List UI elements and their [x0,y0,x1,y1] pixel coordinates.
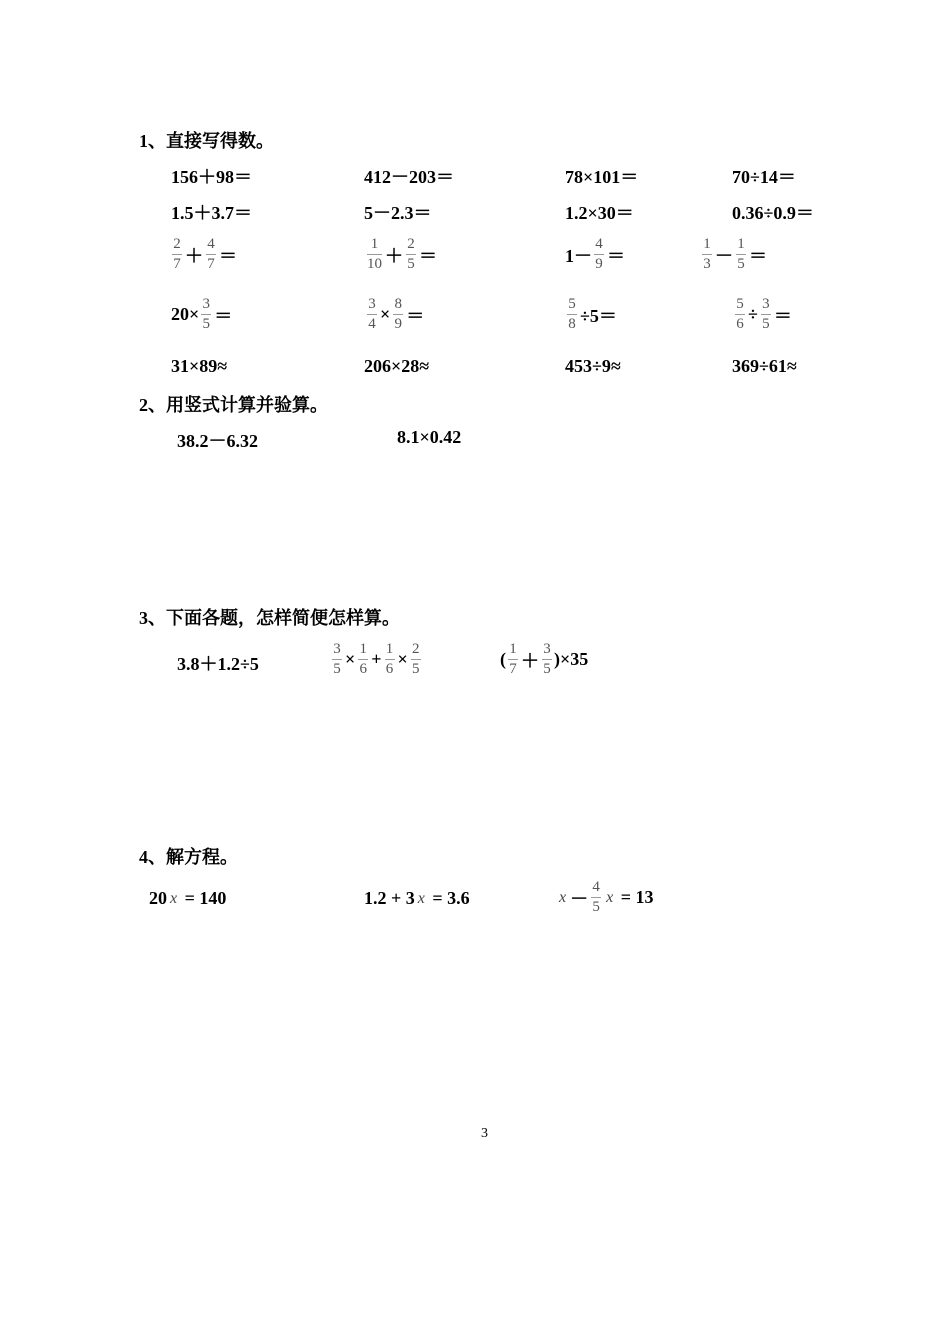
section-1-title: 1、直接写得数。 [139,131,274,151]
fraction: $\frac{5}{6}$ [736,296,744,332]
problem-2-1: 1.5＋3.7＝ [171,203,252,223]
problem-2-2: 5－2.3＝ [364,203,432,223]
problem-2-4: 0.36÷0.9＝ [732,203,814,223]
fraction: $\frac{1}{5}$ [737,236,745,272]
section-3-title: 3、下面各题，怎样简便怎样算。 [139,608,400,628]
fraction: $\frac{3}{5}$ [543,641,551,677]
problem-3-3: 1－ $\frac{4}{9}$ ＝ [565,236,625,272]
fraction: $\frac{5}{8}$ [568,296,576,332]
problem-5-2: 206×28≈ [364,356,430,376]
problem-4-3: $\frac{5}{8}$ ÷5＝ [568,296,617,332]
problem-3-1: $\frac{2}{7}$ ＋ $\frac{4}{7}$ ＝ [173,236,237,272]
fraction: $\frac{3}{5}$ [762,296,770,332]
section-2-title: 2、用竖式计算并验算。 [139,395,328,415]
problem-1-1: 156＋98＝ [171,167,252,187]
problem-3-2: $\frac{1}{10}$ ＋ $\frac{2}{5}$ ＝ [367,236,437,272]
fraction: $\frac{2}{5}$ [407,236,415,272]
fraction: $\frac{3}{5}$ [333,641,341,677]
fraction: $\frac{1}{10}$ [367,236,382,272]
fraction: $\frac{1}{7}$ [509,641,517,677]
fraction: $\frac{2}{5}$ [412,641,420,677]
fraction: $\frac{8}{9}$ [394,296,403,332]
fraction: $\frac{3}{4}$ [368,296,376,332]
problem-4-2: $\frac{3}{4}$ × $\frac{8}{9}$ ＝ [368,296,425,332]
fraction: $\frac{1}{6}$ [385,641,394,677]
simplify-1: 3.8＋1.2÷5 [177,654,259,674]
fraction: $\frac{4}{9}$ [595,236,603,272]
fraction: $\frac{1}{3}$ [703,236,711,272]
section-4-title: 4、解方程。 [139,847,238,867]
fraction: $\frac{3}{5}$ [202,296,211,332]
equation-1: 20 x = 140 [149,888,227,908]
fraction: $\frac{4}{7}$ [207,236,215,272]
fraction: $\frac{2}{7}$ [173,236,181,272]
problem-3-4: $\frac{1}{3}$ － $\frac{1}{5}$ ＝ [703,236,767,272]
problem-5-3: 453÷9≈ [565,356,621,376]
fraction: $\frac{4}{5}$ [592,879,600,915]
simplify-2: $\frac{3}{5}$ × $\frac{1}{6}$ + $\frac{1}{6}$ × $\frac{2}{5}$ [333,641,420,677]
equation-2: 1.2 + 3 x = 3.6 [364,888,470,908]
simplify-3: ( $\frac{1}{7}$ ＋ $\frac{3}{5}$ )×35 [500,641,589,677]
problem-1-3: 78×101＝ [565,167,639,187]
vertical-calc-1: 38.2－6.32 [177,431,258,451]
vertical-calc-2: 8.1×0.42 [397,427,462,447]
page-number: 3 [481,1126,488,1141]
equation-3: x － $\frac{4}{5}$ x = 13 [559,879,654,915]
problem-4-1: 20× $\frac{3}{5}$ ＝ [171,296,233,332]
problem-1-2: 412－203＝ [364,167,454,187]
problem-5-1: 31×89≈ [171,356,228,376]
problem-4-4: $\frac{5}{6}$ ÷ $\frac{3}{5}$ ＝ [736,296,792,332]
problem-5-4: 369÷61≈ [732,356,797,376]
problem-2-3: 1.2×30＝ [565,203,634,223]
fraction: $\frac{1}{6}$ [359,641,368,677]
problem-1-4: 70÷14＝ [732,167,796,187]
